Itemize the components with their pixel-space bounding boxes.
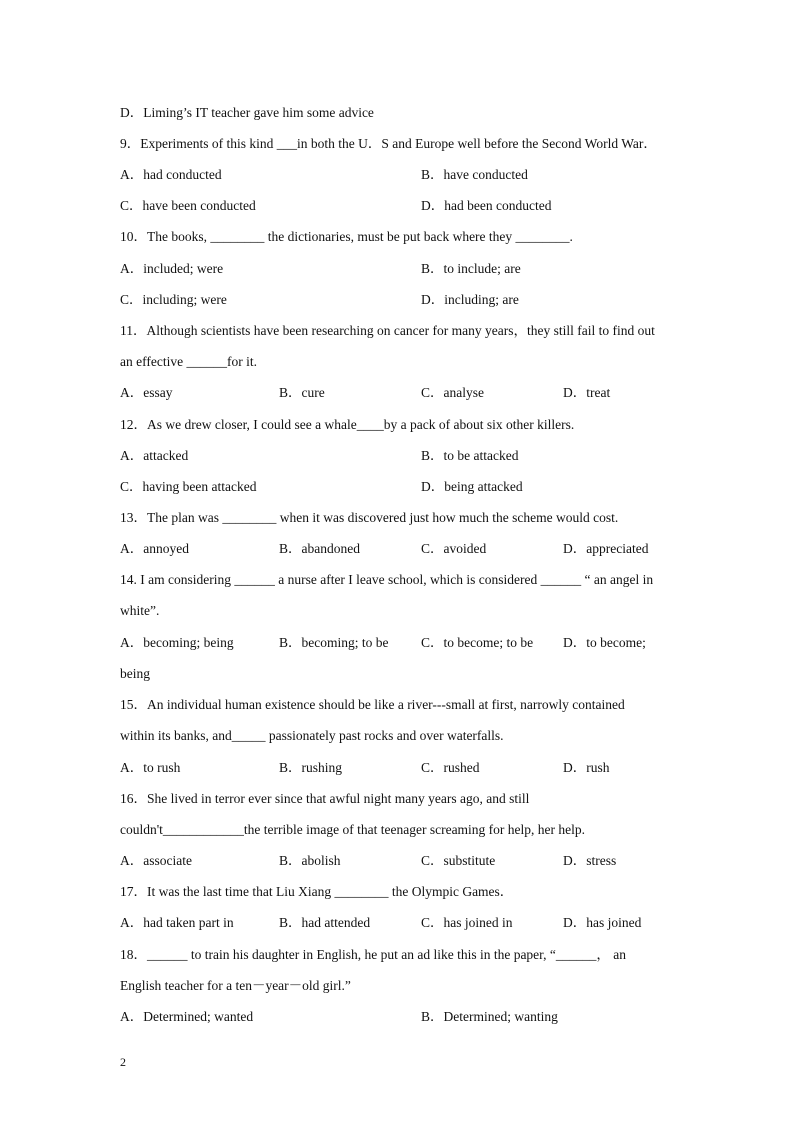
option-d: D．to become; (563, 635, 646, 650)
question-11-cont: an effective ______for it. (120, 354, 257, 369)
question-13: 13．The plan was ________ when it was discovered just how much the scheme would cost. (120, 510, 619, 525)
option-c: C．avoided (421, 541, 487, 556)
option-b: B．Determined; wanting (421, 1009, 558, 1024)
option-b: B．had attended (279, 915, 371, 930)
question-15-cont: within its banks, and_____ passionately past rocks and over waterfalls. (120, 728, 504, 743)
option-d: D．rush (563, 760, 610, 775)
option-c: C．to become; to be (421, 635, 534, 650)
option-c: C．have been conducted (120, 198, 256, 213)
question-line: D．Liming’s IT teacher gave him some advice (120, 105, 374, 120)
option-a: A．essay (120, 385, 173, 400)
option-a: A．becoming; being (120, 635, 234, 650)
option-a: A．associate (120, 853, 192, 868)
option-b: B．to include; are (421, 261, 521, 276)
question-18: 18．______ to train his daughter in English, he put an ad like this in the paper, “______， an (120, 947, 626, 962)
question-12: 12．As we drew closer, I could see a whale____by a pack of about six other killers. (120, 417, 575, 432)
option-d: D．treat (563, 385, 611, 400)
option-d: D．appreciated (563, 541, 649, 556)
question-16-cont: couldn't____________the terrible image of that teenager screaming for help, her help. (120, 822, 586, 837)
option-c: C．substitute (421, 853, 496, 868)
option-b: B．becoming; to be (279, 635, 389, 650)
option-a: A．had conducted (120, 167, 222, 182)
option-a: A．annoyed (120, 541, 189, 556)
option-b: B．abolish (279, 853, 341, 868)
question-15: 15．An individual human existence should be like a river---small at first, narrowly contained (120, 697, 625, 712)
option-c: C．having been attacked (120, 479, 257, 494)
option-a: A．had taken part in (120, 915, 234, 930)
question-14-cont: white”. (120, 603, 160, 618)
question-16: 16．She lived in terror ever since that awful night many years ago, and still (120, 791, 530, 806)
option-d: D．stress (563, 853, 617, 868)
question-10: 10．The books, ________ the dictionaries, must be put back where they ________. (120, 229, 573, 244)
option-c: C．rushed (421, 760, 480, 775)
option-d: D．including; are (421, 292, 519, 307)
option-b: B．rushing (279, 760, 343, 775)
option-a: A．to rush (120, 760, 181, 775)
question-11: 11．Although scientists have been researching on cancer for many years，they still fail to find out (120, 323, 655, 338)
option-a: A．attacked (120, 448, 189, 463)
option-b: B．have conducted (421, 167, 528, 182)
option-a: A．included; were (120, 261, 224, 276)
question-9: 9．Experiments of this kind ___in both the U．S and Europe well before the Second World War． (120, 136, 657, 151)
option-c: C．including; were (120, 292, 227, 307)
question-17: 17．It was the last time that Liu Xiang ________ the Olympic Games． (120, 884, 514, 899)
option-d-cont: being (120, 666, 150, 681)
question-18-cont: English teacher for a ten－year－old girl.” (120, 978, 351, 993)
option-b: B．to be attacked (421, 448, 519, 463)
page-number: 2 (120, 1055, 126, 1069)
option-d: D．had been conducted (421, 198, 552, 213)
option-c: C．analyse (421, 385, 484, 400)
option-a: A．Determined; wanted (120, 1009, 254, 1024)
question-14: 14. I am considering ______ a nurse after I leave school, which is considered ______ “ an angel in (120, 572, 654, 587)
option-c: C．has joined in (421, 915, 513, 930)
option-d: D．being attacked (421, 479, 523, 494)
option-d: D．has joined (563, 915, 642, 930)
option-b: B．cure (279, 385, 325, 400)
option-b: B．abandoned (279, 541, 360, 556)
